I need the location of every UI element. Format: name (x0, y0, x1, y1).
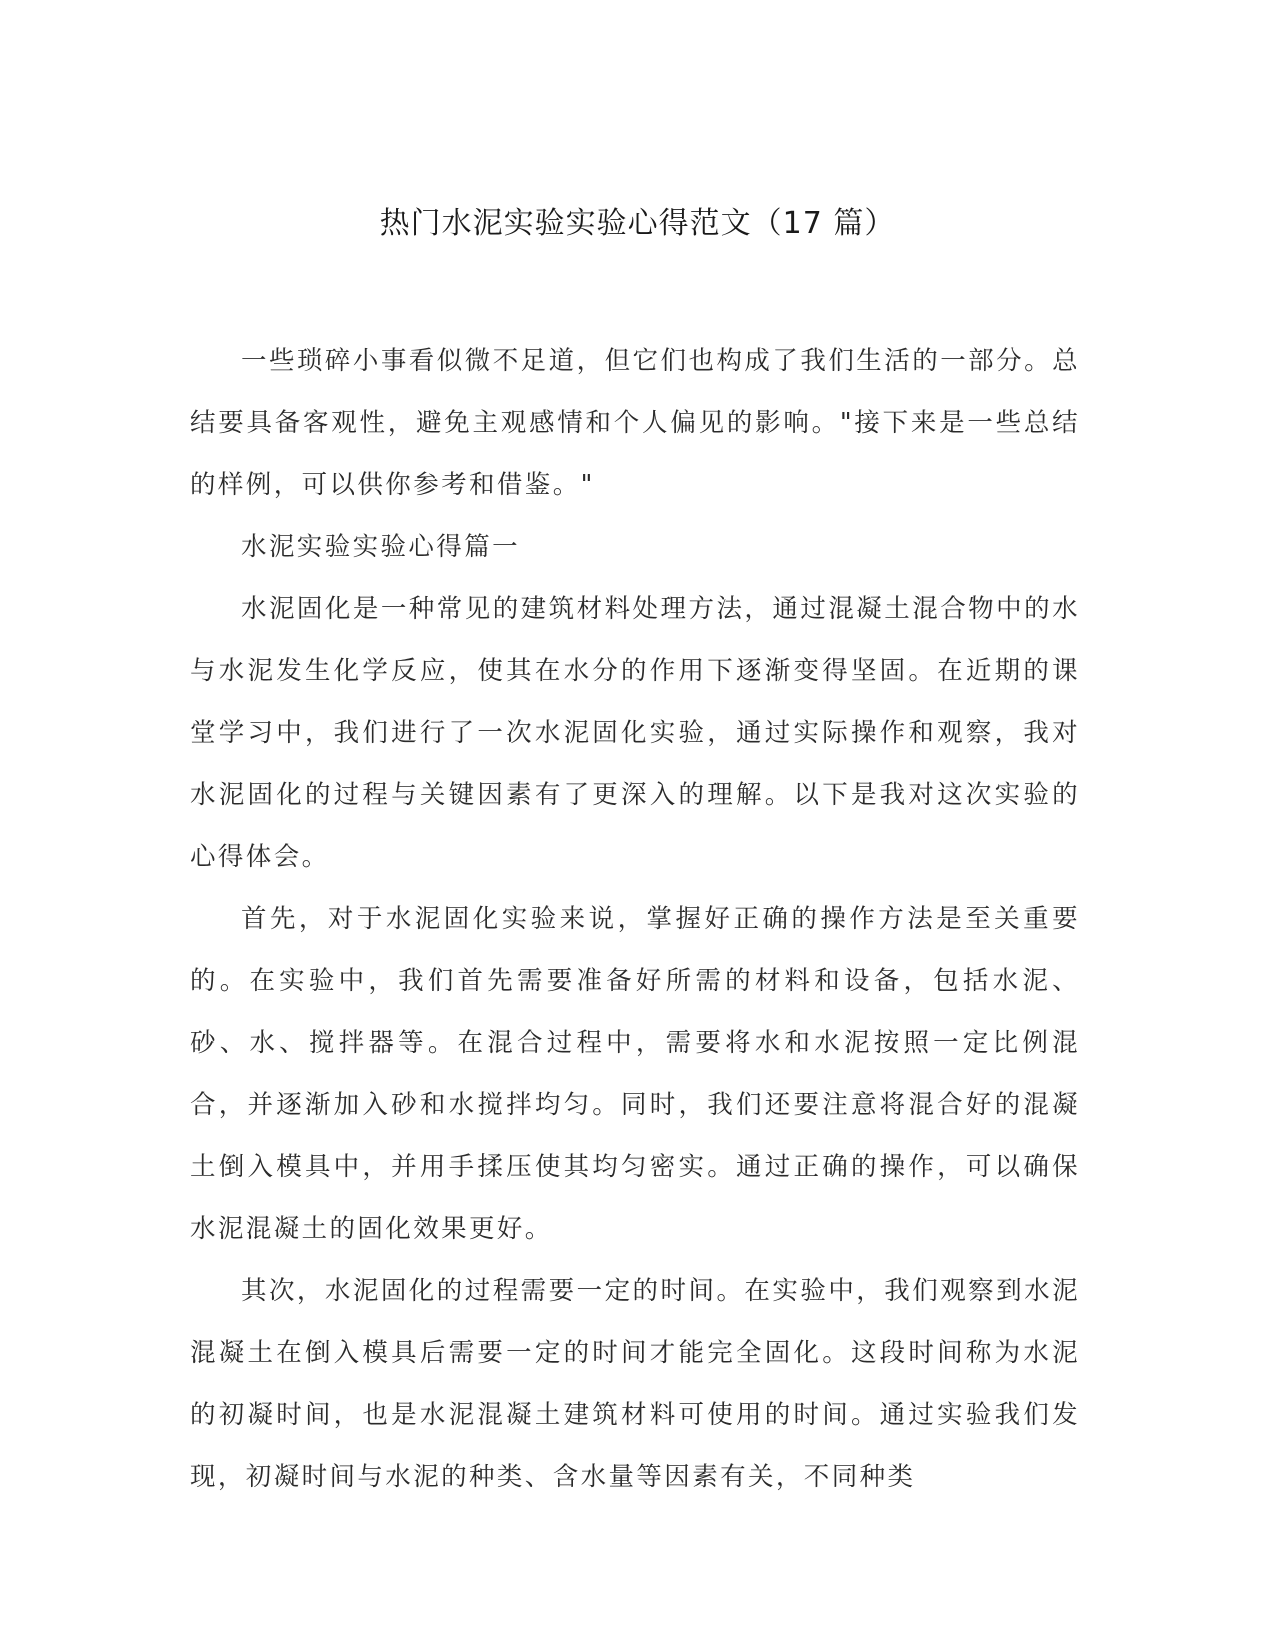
document-body (190, 330, 1080, 1508)
document-title: 热门水泥实验实验心得范文（17 篇） (379, 206, 896, 241)
paragraph: 其次，水泥固化的过程需要一定的时间。在实验中，我们观察到水泥混凝土在倒入模具后需要一定的时间才能完全固化。这段时间称为水泥的初凝时间，也是水泥混凝土建筑材料可使用的时间。通过实验我们发现，初凝时间与水泥的种类、含水量等因素有关，不同种类 (190, 1276, 1080, 1492)
paragraph: 水泥固化是一种常见的建筑材料处理方法，通过混凝土混合物中的水与水泥发生化学反应，使其在水分的作用下逐渐变得坚固。在近期的课堂学习中，我们进行了一次水泥固化实验，通过实际操作和观察，我对水泥固化的过程与关键因素有了更深入的理解。以下是我对这次实验的心得体会。 (190, 594, 1080, 872)
section-heading: 水泥实验实验心得篇一 (241, 532, 521, 562)
paragraph: 首先，对于水泥固化实验来说，掌握好正确的操作方法是至关重要的。在实验中，我们首先需要准备好所需的材料和设备，包括水泥、砂、水、搅拌器等。在混合过程中，需要将水和水泥按照一定比例混合，并逐渐加入砂和水搅拌均匀。同时，我们还要注意将混合好的混凝土倒入模具中，并用手揉压使其均匀密实。通过正确的操作，可以确保水泥混凝土的固化效果更好。 (190, 904, 1080, 1244)
paragraph-intro: 一些琐碎小事看似微不足道，但它们也构成了我们生活的一部分。总结要具备客观性，避免主观感情和个人偏见的影响。"接下来是一些总结的样例，可以供你参考和借鉴。" (190, 346, 1080, 500)
